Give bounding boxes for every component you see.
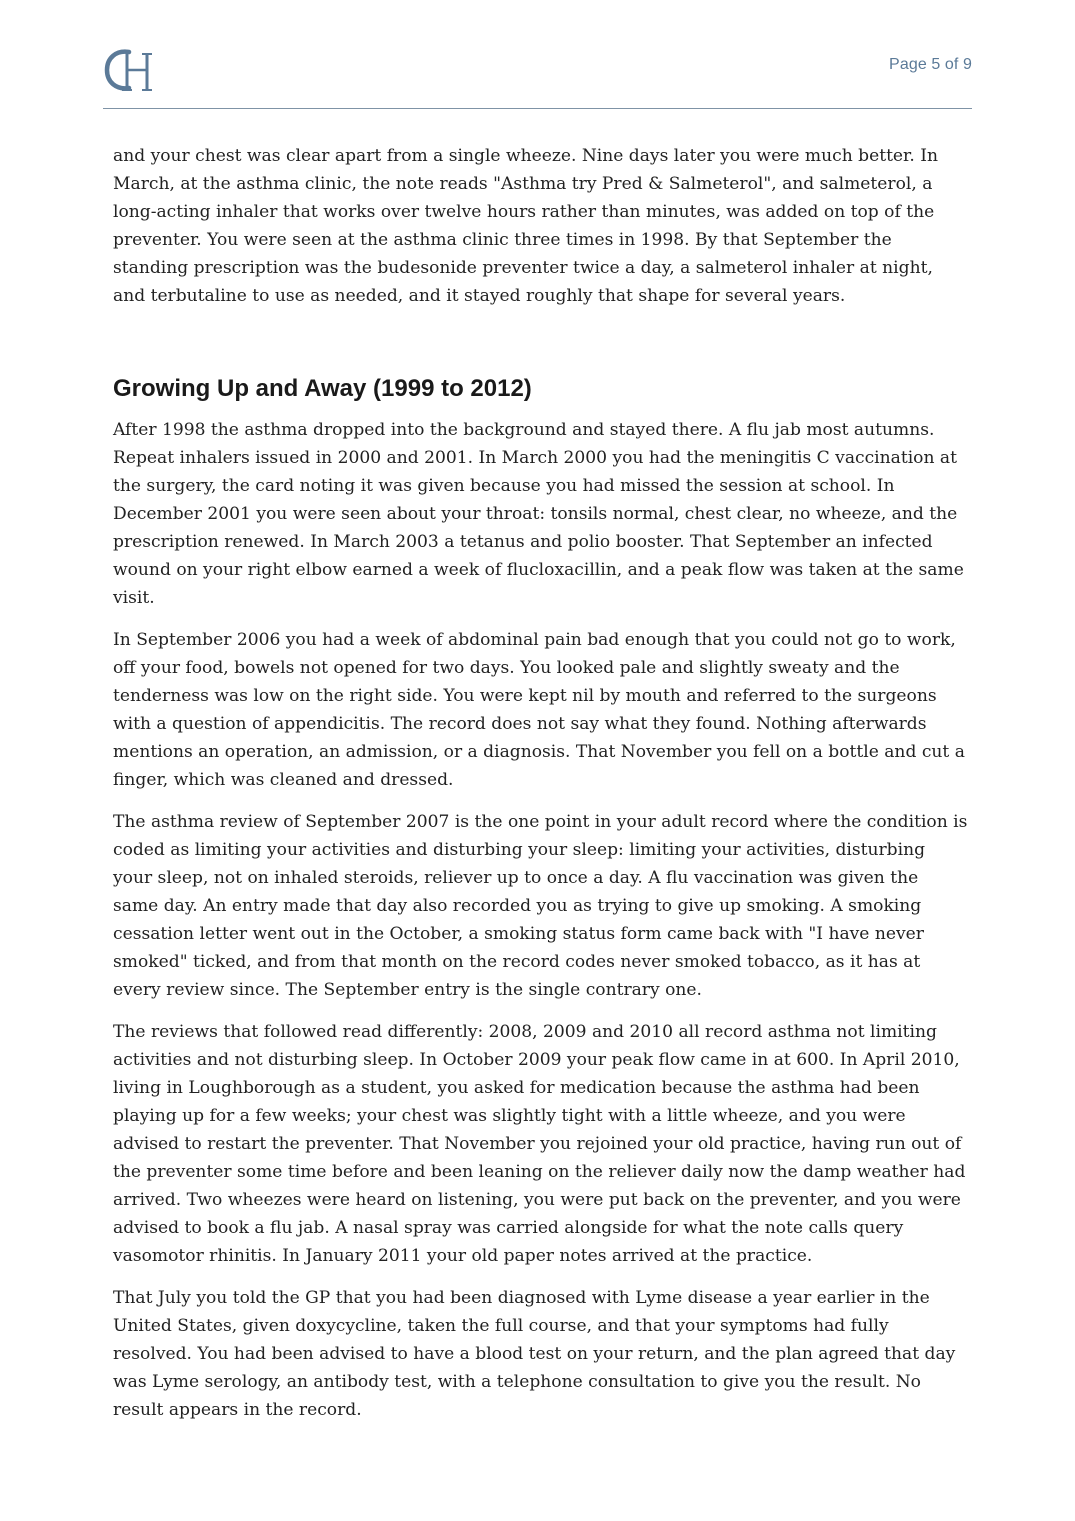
section-heading: Growing Up and Away (1999 to 2012) (113, 375, 532, 402)
paragraph-5: That July you told the GP that you had been diagnosed with Lyme disease a year earlier in the United States, given doxycycline, taken the full course, and that your symptoms had fully resolved. You had been advised to have a blood test on your return, and the plan agreed that day was Lyme serology, an antibody test, with a telephone consultation to give you the result. No result appears in the record. (113, 1288, 956, 1420)
paragraph-4: The reviews that followed read differently: 2008, 2009 and 2010 all record asthma not limiting activities and not disturbing sleep. In October 2009 your peak flow came in at 600. In April 2010, living in Loughborough as a student, you asked for medication because the asthma had been playing up for a few weeks; your chest was slightly tight with a little wheeze, and you were advised to restart the preventer. That November you rejoined your old practice, having run out of the preventer some time before and been leaning on the reliever daily now the damp weather had arrived. Two wheezes were heard on listening, you were put back on the preventer, and you were advised to book a flu jab. A nasal spray was carried alongside for what the note calls query vasomotor rhinitis. In January 2011 your old paper notes arrived at the practice. (113, 1022, 966, 1266)
ch-logo-icon (104, 46, 160, 94)
page-number: Page 5 of 9 (889, 56, 972, 73)
paragraph-1: After 1998 the asthma dropped into the background and stayed there. A flu jab most autumns. Repeat inhalers issued in 2000 and 2001. In March 2000 you had the meningitis C vaccination at the surgery, the card noting it was given because you had missed the session at school. In December 2001 you were seen about your throat: tonsils normal, chest clear, no wheeze, and the prescription renewed. In March 2003 a tetanus and polio booster. That September an infected wound on your right elbow earned a week of flucloxacillin, and a peak flow was taken at the same visit. (113, 420, 964, 608)
page-header (103, 0, 972, 109)
document-body (113, 142, 968, 1438)
paragraph-3: The asthma review of September 2007 is the one point in your adult record where the condition is coded as limiting your activities and disturbing your sleep: limiting your activities, disturbing your sleep, not on inhaled steroids, reliever up to once a day. A flu vaccination was given the same day. An entry made that day also recorded you as trying to give up smoking. A smoking cessation letter went out in the October, a smoking status form came back with "I have never smoked" ticked, and from that month on the record codes never smoked tobacco, as it has at every review since. The September entry is the single contrary one. (113, 812, 968, 1000)
paragraph-2: In September 2006 you had a week of abdominal pain bad enough that you could not go to work, off your food, bowels not opened for two days. You looked pale and slightly sweaty and the tenderness was low on the right side. You were kept nil by mouth and referred to the surgeons with a question of appendicitis. The record does not say what they found. Nothing afterwards mentions an operation, an admission, or a diagnosis. That November you fell on a bottle and cut a finger, which was cleaned and dressed. (113, 630, 965, 790)
intro-paragraph: and your chest was clear apart from a single wheeze. Nine days later you were much better. In March, at the asthma clinic, the note reads "Asthma try Pred & Salmeterol", and salmeterol, a long-acting inhaler that works over twelve hours rather than minutes, was added on top of the preventer. You were seen at the asthma clinic three times in 1998. By that September the standing prescription was the budesonide preventer twice a day, a salmeterol inhaler at night, and terbutaline to use as needed, and it stayed roughly that shape for several years. (113, 146, 938, 306)
